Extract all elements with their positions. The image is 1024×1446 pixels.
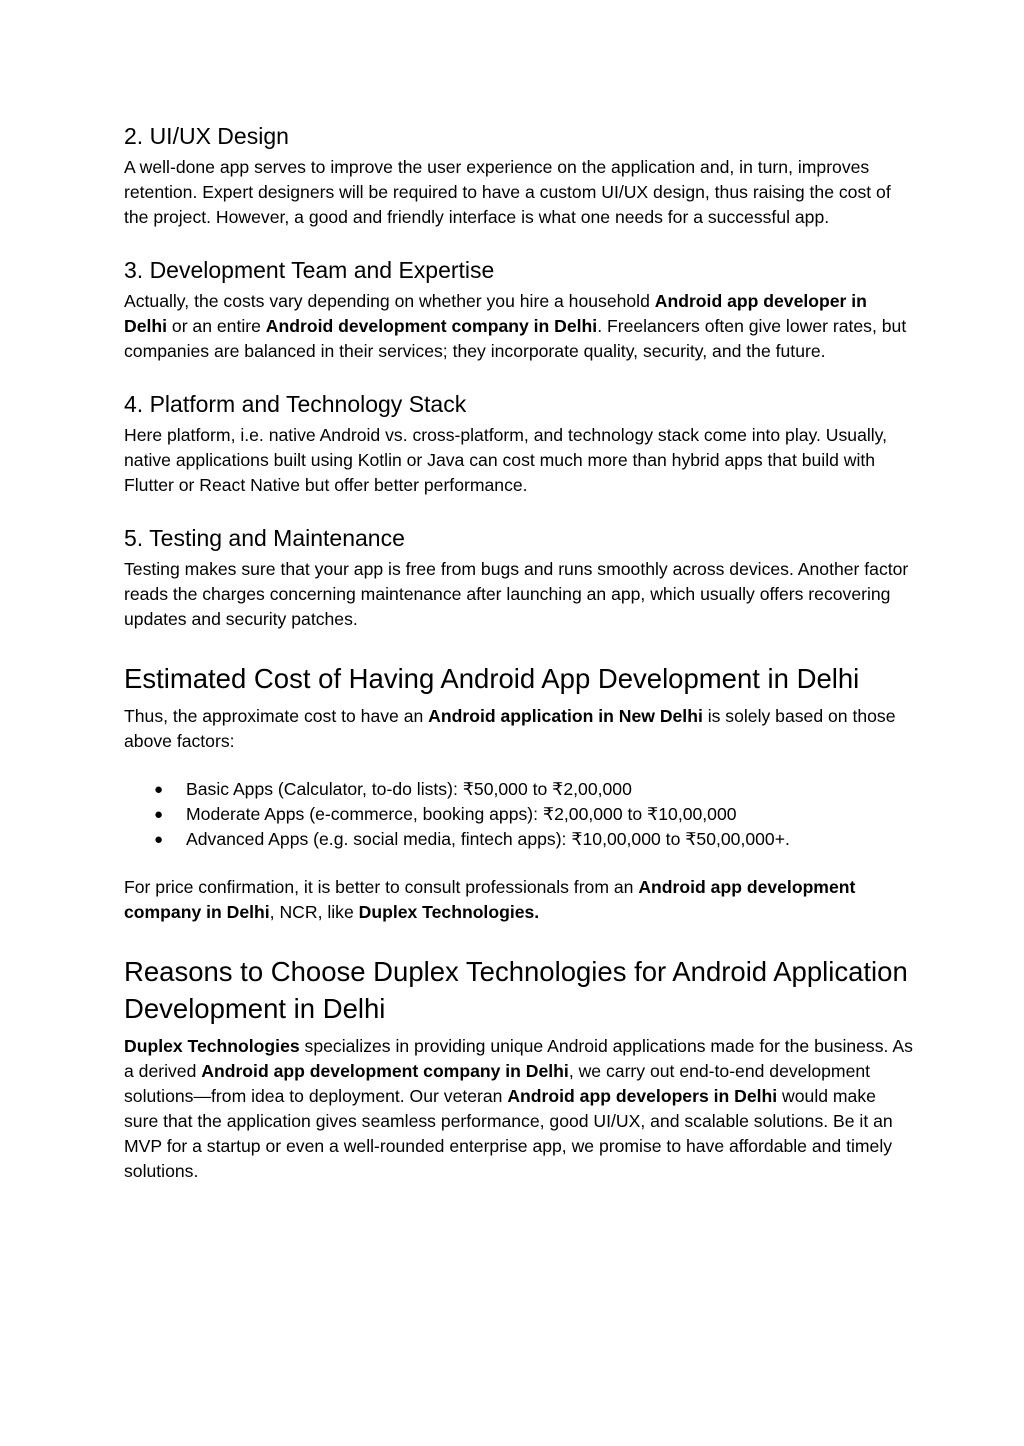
- bold-run: Android app development company in Delhi: [124, 877, 856, 922]
- text-run: , NCR, like: [269, 902, 359, 922]
- section-heading-reasons: Reasons to Choose Duplex Technologies for Android Application Development in Delhi: [124, 956, 908, 1024]
- bold-run: Android app development company in Delhi: [201, 1061, 569, 1081]
- text-run: , we carry out end-to-end development solutions—from idea to deployment. Our veteran: [124, 1061, 871, 1106]
- bold-run: Duplex Technologies.: [358, 902, 540, 922]
- text-run: . Freelancers often give lower rates, but companies are balanced in their services; they incorporate quality, security, and the future.: [124, 316, 907, 361]
- bold-run: Android app developers in Delhi: [507, 1086, 778, 1106]
- list-item-text: Basic Apps (Calculator, to-do lists): ₹50,000 to ₹2,00,000: [186, 779, 632, 799]
- section-text-platform: Here platform, i.e. native Android vs. cross-platform, and technology stack come into play. Usually, native applications built using Kotlin or Java can cost much more than hybrid apps that build with Flutter or React Native but offer better performance.: [124, 425, 888, 495]
- estimate-intro: [124, 704, 914, 754]
- bold-run: Android development company in Delhi: [265, 316, 598, 336]
- text-run: specializes in providing unique Android applications made for the business. As a derived: [124, 1036, 913, 1081]
- section-heading-estimate: Estimated Cost of Having Android App Development in Delhi: [124, 663, 860, 694]
- bullet-icon: ●: [154, 781, 164, 798]
- bold-run: Duplex Technologies: [124, 1036, 300, 1056]
- section-text-testing: Testing makes sure that your app is free from bugs and runs smoothly across devices. Another factor reads the charges concerning maintenance after launching an app, which usually offers recovering updates and security patches.: [124, 559, 909, 629]
- list-item: [124, 802, 914, 827]
- section-heading-uiux: 2. UI/UX Design: [124, 123, 289, 149]
- estimate-conclusion: [124, 875, 914, 925]
- list-item: [124, 827, 914, 852]
- text-run: For price confirmation, it is better to consult professionals from an: [124, 877, 639, 897]
- section-text-uiux: A well-done app serves to improve the user experience on the application and, in turn, improves retention. Expert designers will be required to have a custom UI/UX design, thus raising the cost of the project. However, a good and friendly interface is what one needs for a successful app.: [124, 157, 891, 227]
- section-heading-platform: 4. Platform and Technology Stack: [124, 391, 467, 417]
- list-item-text: Advanced Apps (e.g. social media, fintech apps): ₹10,00,000 to ₹50,00,000+.: [186, 829, 790, 849]
- section-text-dev-team: [124, 289, 914, 364]
- cost-list: [124, 777, 914, 852]
- bold-run: Android app developer in Delhi: [124, 291, 867, 336]
- section-heading-dev-team: 3. Development Team and Expertise: [124, 257, 495, 283]
- bullet-icon: ●: [154, 806, 164, 823]
- text-run: Thus, the approximate cost to have an: [124, 706, 429, 726]
- bold-run: Android application in New Delhi: [428, 706, 703, 726]
- text-run: would make sure that the application gives seamless performance, good UI/UX, and scalable solutions. Be it an MVP for a startup or even a well-rounded enterprise app, we promise to have affordable and timely solutions.: [124, 1086, 893, 1181]
- bullet-icon: ●: [154, 831, 164, 848]
- reasons-text: [124, 1034, 914, 1184]
- text-run: Actually, the costs vary depending on whether you hire a household: [124, 291, 655, 311]
- list-item-text: Moderate Apps (e-commerce, booking apps): ₹2,00,000 to ₹10,00,000: [186, 804, 737, 824]
- text-run: or an entire: [167, 316, 266, 336]
- list-item: [124, 777, 914, 802]
- section-heading-testing: 5. Testing and Maintenance: [124, 525, 405, 551]
- text-run: is solely based on those above factors:: [124, 706, 896, 751]
- document-page: [124, 120, 914, 1184]
